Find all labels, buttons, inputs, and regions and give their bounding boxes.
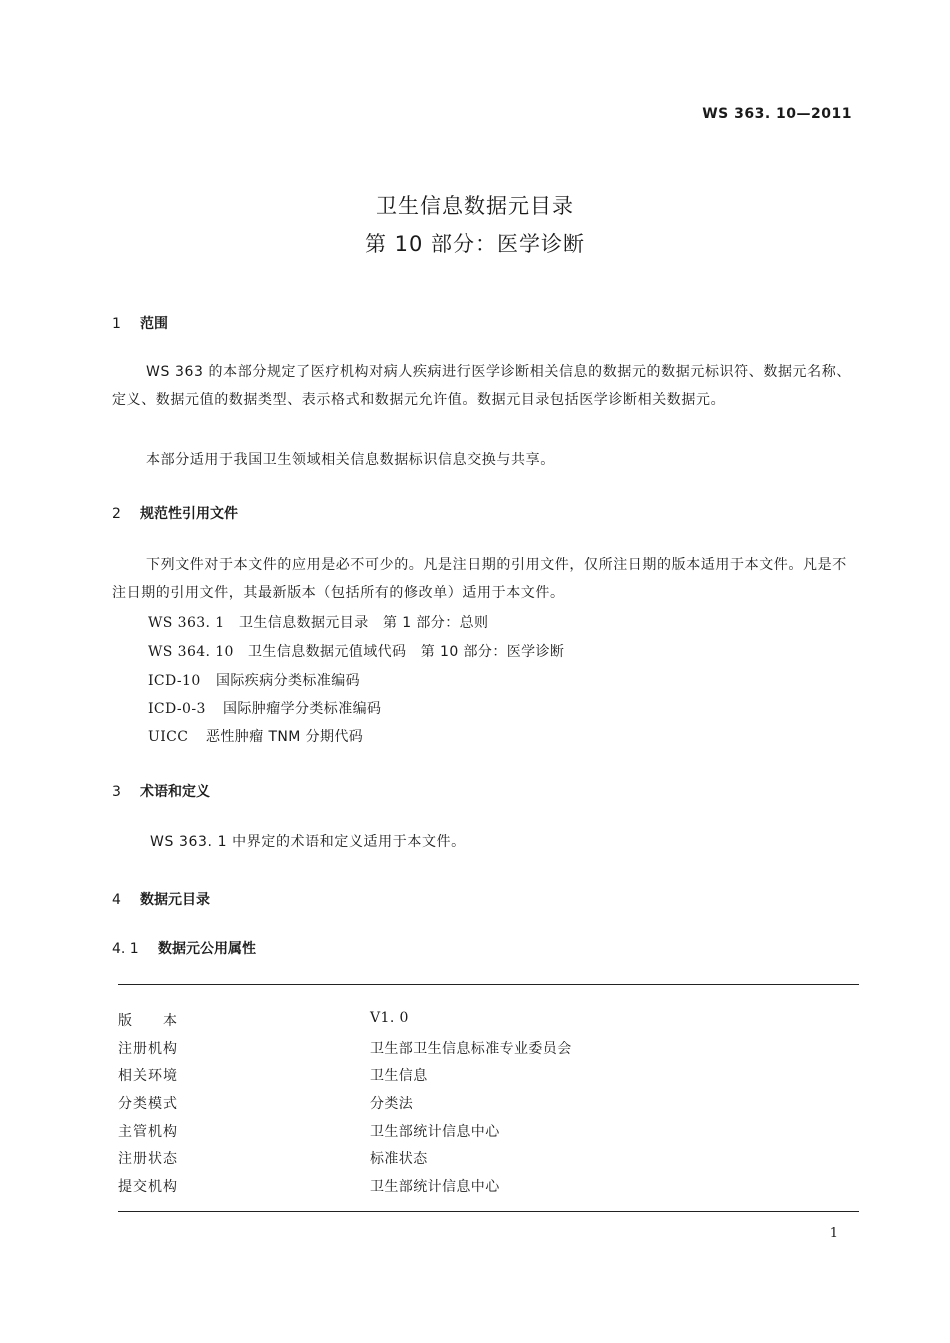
normative-reference: [148, 641, 564, 661]
paragraph-text: 下列文件对于本文件的应用是必不可少的。凡是注日期的引用文件，仅所注日期的版本适用于本文件。凡是不注日期的引用文件，其最新版本（包括所有的修改单）适用于本文件。: [112, 557, 847, 601]
section-number: 2: [112, 506, 121, 522]
attribute-value: 分类法: [370, 1096, 414, 1113]
attribute-name: 分类模式: [118, 1096, 178, 1113]
document-title: 卫生信息数据元目录: [376, 194, 574, 218]
section-3-paragraph-1: WS 363. 1 中界定的术语和定义适用于本文件。: [150, 834, 466, 850]
section-4-heading: [112, 889, 210, 909]
section-title: 范围: [140, 316, 168, 332]
section-number: 1: [112, 316, 121, 332]
attribute-value: V1. 0: [370, 1010, 409, 1026]
table-row: [118, 1089, 859, 1117]
table-row: [118, 1144, 859, 1172]
reference-code: WS 364. 10: [148, 644, 234, 660]
section-3-heading: [112, 781, 210, 801]
attribute-value: 卫生信息: [370, 1068, 428, 1085]
attribute-name: 版 本: [118, 1013, 178, 1029]
table-top-rule: [118, 984, 859, 985]
reference-title: 国际疾病分类标准编码: [216, 673, 360, 689]
reference-title: 恶性肿瘤 TNM 分期代码: [206, 729, 364, 745]
attribute-value: 标准状态: [370, 1151, 428, 1168]
table-bottom-rule: [118, 1211, 859, 1212]
section-1-paragraph-1: [112, 358, 854, 414]
section-2-heading: [112, 503, 238, 523]
section-title: 术语和定义: [140, 784, 210, 800]
section-number: 4. 1: [112, 941, 139, 957]
table-row: [118, 1061, 859, 1089]
reference-title: 国际肿瘤学分类标准编码: [223, 701, 382, 717]
reference-code: ICD-10: [148, 673, 201, 689]
table-row: [118, 1117, 859, 1145]
reference-title: 卫生信息数据元目录 第 1 部分：总则: [239, 615, 489, 631]
attribute-name: 相关环境: [118, 1068, 178, 1085]
section-number: 4: [112, 892, 121, 908]
section-2-paragraph-1: [112, 551, 854, 607]
attribute-name: 提交机构: [118, 1179, 178, 1196]
table-row: [118, 1172, 859, 1200]
attribute-value: 卫生部卫生信息标准专业委员会: [370, 1040, 572, 1057]
normative-reference: [148, 698, 381, 718]
table-row: [118, 1006, 859, 1034]
document-subtitle: 第 10 部分：医学诊断: [364, 232, 586, 256]
attribute-name: 注册状态: [118, 1151, 178, 1168]
common-attributes-table: [118, 1006, 859, 1200]
section-number: 3: [112, 784, 121, 800]
section-title: 规范性引用文件: [140, 506, 238, 522]
table-row: [118, 1034, 859, 1062]
normative-reference: [148, 726, 363, 746]
section-title: 数据元公用属性: [158, 941, 256, 957]
normative-reference: [148, 612, 488, 632]
section-1-heading: [112, 313, 168, 333]
reference-code: WS 363. 1: [148, 615, 225, 631]
attribute-value: 卫生部统计信息中心: [370, 1123, 500, 1140]
section-title: 数据元目录: [140, 892, 210, 908]
paragraph-text: 本部分适用于我国卫生领域相关信息数据标识信息交换与共享。: [146, 452, 555, 468]
reference-code: UICC: [148, 729, 189, 745]
section-1-paragraph-2: [112, 446, 854, 474]
reference-title: 卫生信息数据元值域代码 第 10 部分：医学诊断: [248, 644, 565, 660]
paragraph-text: WS 363 的本部分规定了医疗机构对病人疾病进行医学诊断相关信息的数据元的数据元标识符、数据元名称、定义、数据元值的数据类型、表示格式和数据元允许值。数据元目录包括医学诊断相关数据元。: [112, 364, 851, 408]
attribute-name: 注册机构: [118, 1040, 178, 1057]
standard-number: WS 363. 10—2011: [702, 106, 852, 122]
reference-code: ICD-0-3: [148, 701, 206, 717]
attribute-name: 主管机构: [118, 1123, 178, 1140]
page-number: 1: [829, 1226, 838, 1241]
section-4-1-heading: [112, 938, 256, 958]
normative-reference: [148, 670, 360, 690]
attribute-value: 卫生部统计信息中心: [370, 1179, 500, 1196]
